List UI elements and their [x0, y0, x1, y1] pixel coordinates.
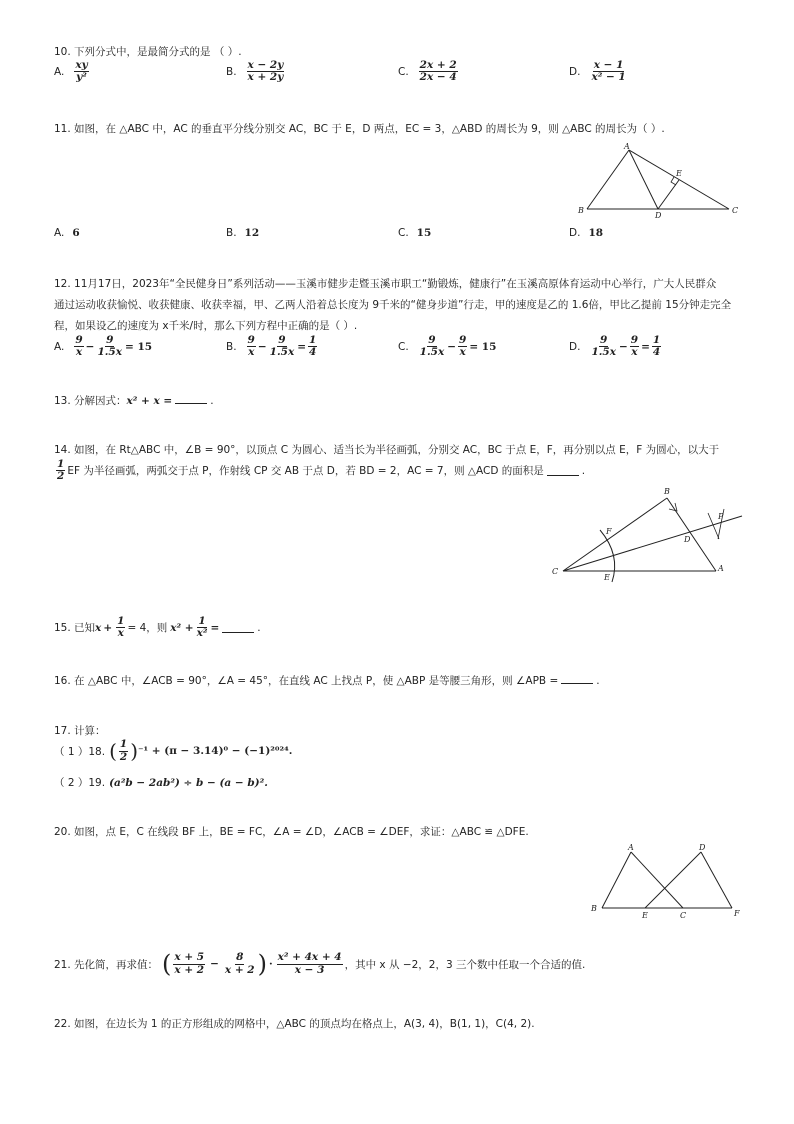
- q14-line-2: $\frac{1}{2}$ EF 为半径画弧，两弧交于点 P，作射线 CP 交 AB 于点 D，若 BD = 2，AC = 7，则 △ACD 的面积是 .: [57, 458, 586, 483]
- q12-option-d: D. $\frac{9}{1.5x}$ − $\frac{9}{x}$ = $\frac{1}{4}$: [569, 334, 661, 359]
- q20-label-f: F: [734, 909, 740, 918]
- q14-label-b: B: [664, 487, 670, 496]
- q14-label-c: C: [552, 567, 559, 576]
- q12-option-a: A. $\frac{9}{x}$ − $\frac{9}{1.5x}$ = 15: [54, 334, 153, 359]
- q15-answer-blank: [222, 623, 254, 633]
- q12-line-1: 12. 11月17日，2023年“全民健身日”系列活动——玉溪市健步走暨玉溪市职工“勤锻炼，健康行”在玉溪高原体育运动中心举行，广大人民群众: [54, 278, 717, 290]
- q11-option-d: D. 18: [569, 227, 604, 239]
- q20-label-c: C: [680, 911, 687, 920]
- q12-option-c: C. $\frac{9}{1.5x}$ − $\frac{9}{x}$ = 15: [398, 334, 497, 359]
- q20-stem: 20. 如图，点 E，C 在线段 BF 上，BE = FC，∠A = ∠D，∠ACB = ∠DEF，求证：△ABC ≌ △DFE.: [54, 826, 529, 838]
- q20-label-b: B: [591, 904, 597, 913]
- q21: 21. 先化简，再求值： ( $\frac{x + 5}{x + 2}$ − $\frac{8}{x + 2}$ ) · $\frac{\text{x² + 4x + 4}}{x - 3}$ ，其中 x 从 −2，2，3 三个数中任取一个合适的值.: [54, 950, 586, 978]
- q10-option-b: B. $\frac{x - 2y}{x + 2y}$: [226, 59, 284, 84]
- q14-label-p: P: [718, 512, 724, 521]
- q11-label-a: A: [624, 142, 630, 151]
- q14-line-1: 14. 如图，在 Rt△ABC 中，∠B = 90°，以顶点 C 为圆心、适当长为半径画弧，分别交 AC，BC 于点 E，F，再分别以点 E，F 为圆心，以大于: [54, 444, 720, 456]
- q16-answer-blank: [561, 674, 593, 684]
- q16: 16. 在 △ABC 中，∠ACB = 90°，∠A = 45°，在直线 AC 上找点 P，使 △ABP 是等腰三角形，则 ∠APB = .: [54, 675, 600, 687]
- q11-option-a: A. 6: [54, 227, 80, 239]
- q11-label-b: B: [578, 206, 584, 215]
- q15: 15. 已知 x + $\frac{1}{x}$ = 4，则 x² + $\frac{1}{\text{x²}}$ = .: [54, 615, 261, 640]
- q10-option-d: D. $\frac{x - 1}{\text{x² − 1}}$: [569, 59, 626, 84]
- q12-line-2: 通过运动收获愉悦、收获健康、收获幸福，甲、乙两人沿着总长度为 9千米的“健身步道”行走，甲的速度是乙的 1.6倍，甲比乙提前 15分钟走完全: [54, 299, 732, 311]
- q14-label-f: F: [606, 527, 612, 536]
- q20-figure: [588, 838, 748, 923]
- q11-option-c: C. 15: [398, 227, 432, 239]
- q14-figure: [548, 485, 748, 585]
- q13: 13. 分解因式：x² + x = .: [54, 395, 214, 407]
- q10-stem: 10. 下列分式中，是最简分式的是 （ ）.: [54, 46, 242, 58]
- q22-stem: 22. 如图，在边长为 1 的正方形组成的网格中，△ABC 的顶点均在格点上，A(3, 4)，B(1, 1)，C(4, 2).: [54, 1018, 535, 1030]
- q14-answer-blank: [547, 466, 579, 476]
- q13-answer-blank: [175, 394, 207, 404]
- q11-label-e: E: [676, 169, 682, 178]
- q17-part-2: （ 2 ）19. (a²b − 2ab²) ÷ b − (a − b)².: [54, 777, 268, 789]
- q12-line-3: 程，如果设乙的速度为 x千米/时，那么下列方程中正确的是（ ）.: [54, 320, 358, 332]
- q11-label-d: D: [655, 211, 662, 220]
- q10-option-c: C. $\frac{2x + 2}{2x - 4}$: [398, 59, 457, 84]
- q11-option-b: B. 12: [226, 227, 260, 239]
- q11-figure: [575, 140, 745, 222]
- q14-label-e: E: [604, 573, 610, 582]
- q14-label-d: D: [684, 535, 691, 544]
- q20-label-e: E: [642, 911, 648, 920]
- q20-label-a: A: [628, 843, 634, 852]
- q12-option-b: B. $\frac{9}{x}$ − $\frac{9}{1.5x}$ = $\frac{1}{4}$: [226, 334, 317, 359]
- q14-label-a: A: [718, 564, 724, 573]
- q17-stem: 17. 计算：: [54, 725, 106, 737]
- q20-label-d: D: [699, 843, 706, 852]
- q11-label-c: C: [732, 206, 739, 215]
- q11-stem: 11. 如图，在 △ABC 中，AC 的垂直平分线分别交 AC，BC 于 E，D 两点，EC = 3，△ABD 的周长为 9，则 △ABC 的周长为（ ）.: [54, 123, 665, 135]
- q10-option-a: A. $\frac{xy}{\text{y²}}$: [54, 59, 88, 84]
- q17-part-1: （ 1 ）18. ( $\frac{1}{2}$ ) ⁻¹ + (π − 3.14)⁰ − (−1)²⁰²⁴.: [54, 738, 293, 763]
